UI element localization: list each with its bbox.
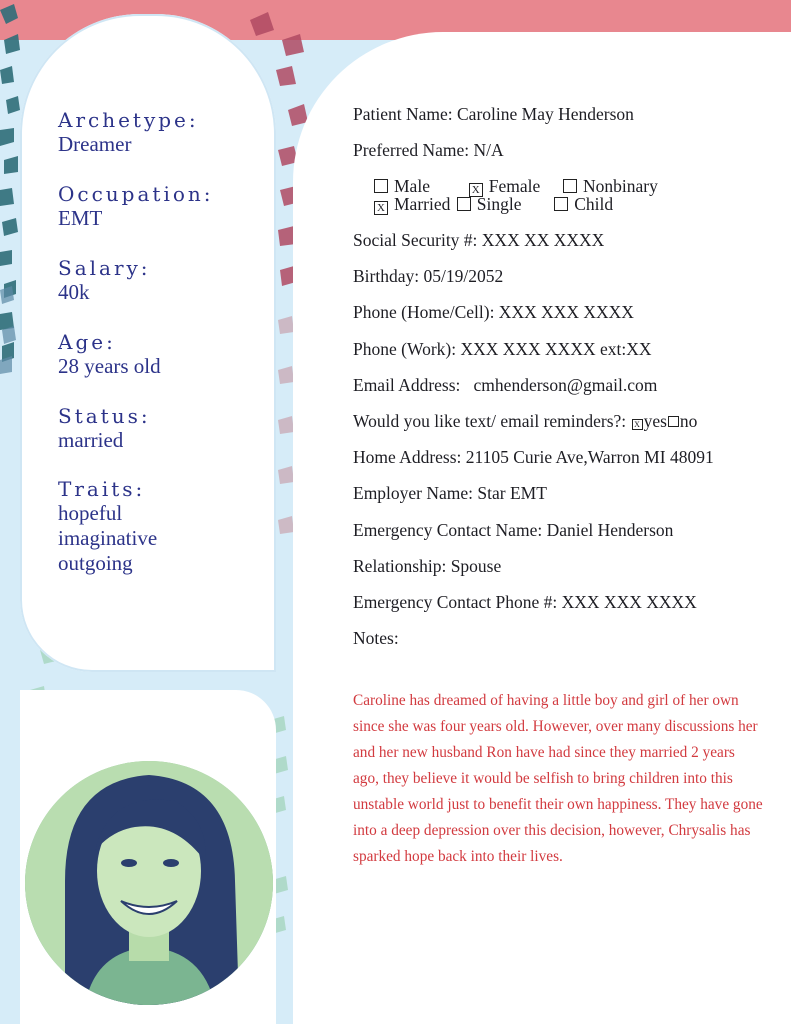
status-label: Status: [58, 404, 151, 428]
notes-label: Notes: [353, 628, 399, 648]
male-checkbox[interactable] [374, 179, 388, 193]
patient-name: Patient Name: Caroline May Henderson [353, 104, 634, 124]
birthday-field: Birthday: 05/19/2052 [353, 266, 504, 286]
email-field: Email Address: cmhenderson@gmail.com [353, 375, 658, 395]
single-checkbox[interactable] [457, 197, 471, 211]
traits-section [58, 477, 157, 576]
portrait-photo [22, 758, 276, 1008]
occupation-label: Occupation: [58, 182, 214, 206]
archetype-section [58, 108, 199, 157]
reminders-yes-label: yes [643, 411, 667, 431]
age-label: Age: [58, 330, 116, 354]
ssn-field: Social Security #: XXX XX XXXX [353, 230, 605, 250]
occupation-section [58, 182, 214, 231]
reminders-yes-checkbox[interactable]: X [632, 419, 643, 430]
trait-item: outgoing [58, 551, 133, 575]
portrait-illustration [25, 761, 273, 1005]
child-checkbox[interactable] [554, 197, 568, 211]
single-label: Single [476, 194, 522, 214]
relationship-field: Relationship: Spouse [353, 556, 502, 576]
age-value: 28 years old [58, 354, 161, 378]
male-label: Male [394, 176, 430, 196]
preferred-name: Preferred Name: N/A [353, 140, 504, 160]
emergency-contact-name: Emergency Contact Name: Daniel Henderson [353, 520, 674, 540]
reminders-question: Would you like text/ email reminders?: [353, 411, 631, 431]
notes-text: Caroline has dreamed of having a little boy and girl of her own since she was four years old. However, over many discussions her and her new husband Ron have had since they married 2 years ago, they believe it would be selfish to bring children into this unstable world just to benefit their own happiness. They have gone into a deep depression over this decision, however, Chrysalis has sparked hope back into their lives. [353, 692, 763, 865]
traits-label: Traits: [58, 477, 146, 501]
trait-item: imaginative [58, 526, 158, 550]
status-row [374, 194, 613, 215]
salary-label: Salary: [58, 256, 151, 280]
phone-home-field: Phone (Home/Cell): XXX XXX XXXX [353, 302, 634, 322]
reminders-no-label: no [679, 411, 698, 431]
reminders-field [353, 411, 697, 432]
child-label: Child [574, 194, 614, 214]
salary-value: 40k [58, 280, 90, 304]
archetype-label: Archetype: [58, 108, 199, 132]
status-value: married [58, 428, 124, 452]
married-label: Married [394, 194, 451, 214]
employer-field: Employer Name: Star EMT [353, 483, 547, 503]
status-section [58, 404, 151, 453]
reminders-no-checkbox[interactable] [668, 416, 679, 427]
female-label: Female [488, 176, 541, 196]
phone-work-field: Phone (Work): XXX XXX XXXX ext:XX [353, 339, 652, 359]
female-checkbox[interactable]: X [469, 183, 483, 197]
age-section [58, 330, 161, 379]
trait-item: hopeful [58, 501, 123, 525]
married-checkbox[interactable]: X [374, 201, 388, 215]
emergency-contact-phone: Emergency Contact Phone #: XXX XXX XXXX [353, 592, 697, 612]
archetype-value: Dreamer [58, 132, 132, 156]
nonbinary-label: Nonbinary [582, 176, 658, 196]
nonbinary-checkbox[interactable] [563, 179, 577, 193]
occupation-value: EMT [58, 206, 103, 230]
home-address-field: Home Address: 21105 Curie Ave,Warron MI 48091 [353, 447, 714, 467]
salary-section [58, 256, 151, 305]
